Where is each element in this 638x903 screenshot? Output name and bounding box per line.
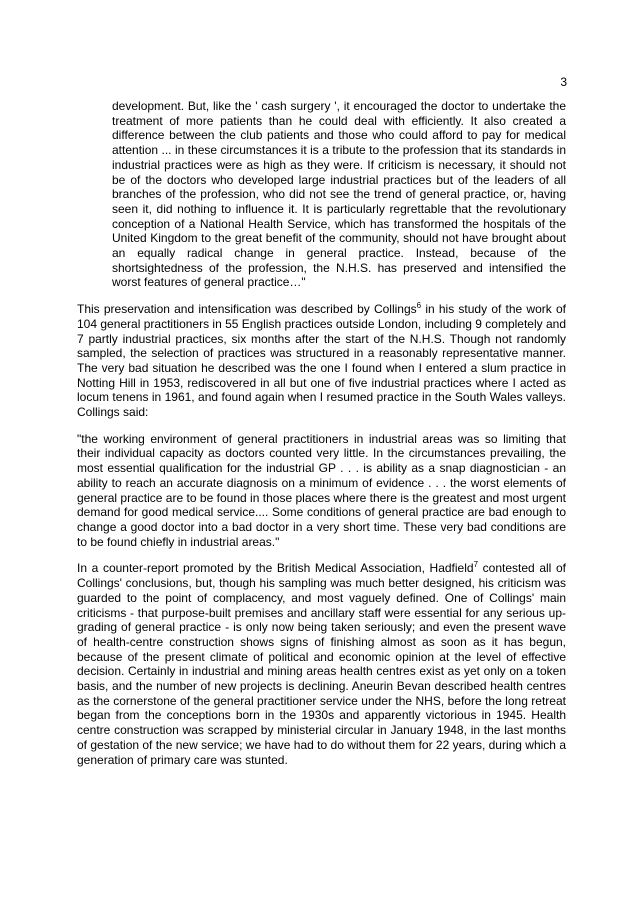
block-quote-2: "the working environment of general practitioners in industrial areas was so limiting that their individual capacity as doctors counted very little. In the circumstances prevailing, the most essential qualification for the industrial GP . . . is ability as a snap diagnostician - an ability to reach an accurate diagnosis on a minimum of evidence . . . the worst elements of general practice are to be found in those places where there is the greatest and most urgent demand for good medical service.... Some conditions of general practice are bad enough to change a good doctor into a bad doctor in a very short time. These very bad conditions are to be found chiefly in industrial areas." [77, 431, 566, 549]
block-quote-1: development. But, like the ' cash surgery ', it encouraged the doctor to undertake the treatment of more patients than he could deal with efficiently. It also created a difference between the club patients and those who could afford to pay for medical attention ... in these circumstances it is a tribute to the profession that its standards in industrial practices were as high as they were. If criticism is necessary, it should not be of the doctors who developed large industrial practices but of the leaders of all branches of the profession, who did not see the trend of general practice, or, having seen it, did nothing to influence it. It is particularly regrettable that the revolutionary conception of a National Health Service, which has transformed the hospitals of the United Kingdom to the great benefit of the community, should not have brought about an equally radical change in general practice. Instead, because of the shortsightedness of the profession, the N.H.S. has preserved and intensified the worst features of general practice…" [112, 99, 566, 290]
reference-7: 7 [473, 560, 479, 570]
page-number: 3 [560, 75, 567, 89]
reference-6: 6 [416, 301, 422, 311]
document-body [77, 99, 566, 779]
paragraph-hadfield-text-start: In a counter-report promoted by the British Medical Association, Hadfield [77, 561, 474, 576]
paragraph-collings-text-end: in his study of the work of 104 general practitioners in 55 English practices outside London, including 9 completely and 7 partly industrial practices, six months after the start of the N.H.S. Though not randomly sampled, the selection of practices was structured in a reasonably representative manner. The very bad situation he described was the one I found when I entered a slum practice in Notting Hill in 1953, rediscovered in all but one of five industrial practices where I acted as locum tenens in 1961, and found again when I resumed practice in the South Wales valleys. Collings said: [77, 302, 566, 420]
paragraph-collings [77, 302, 566, 420]
paragraph-hadfield-text-end: contested all of Collings' conclusions, but, though his sampling was much better designed, his criticism was guarded to the point of complacency, and most vaguely defined. One of Collings' main criticisms - that purpose-built premises and ancillary staff were essential for any serious up-grading of general practice - is only now being taken seriously; and even the present wave of health-centre construction shows signs of finishing almost as soon as it has begun, because of the present climate of political and economic opinion at the level of effective decision. Certainly in industrial and mining areas health centres exist as yet only on a token basis, and the number of new projects is declining. Aneurin Bevan described health centres as the cornerstone of the general practitioner service under the NHS, before the long retreat began from the conceptions born in the 1930s and apparently victorious in 1945. Health centre construction was scrapped by ministerial circular in January 1948, in the last months of gestation of the new service; we have had to do without them for 22 years, during which a generation of primary care was stunted. [77, 561, 566, 767]
paragraph-hadfield [77, 561, 566, 767]
paragraph-collings-text-start: This preservation and intensification was described by Collings [77, 302, 417, 317]
